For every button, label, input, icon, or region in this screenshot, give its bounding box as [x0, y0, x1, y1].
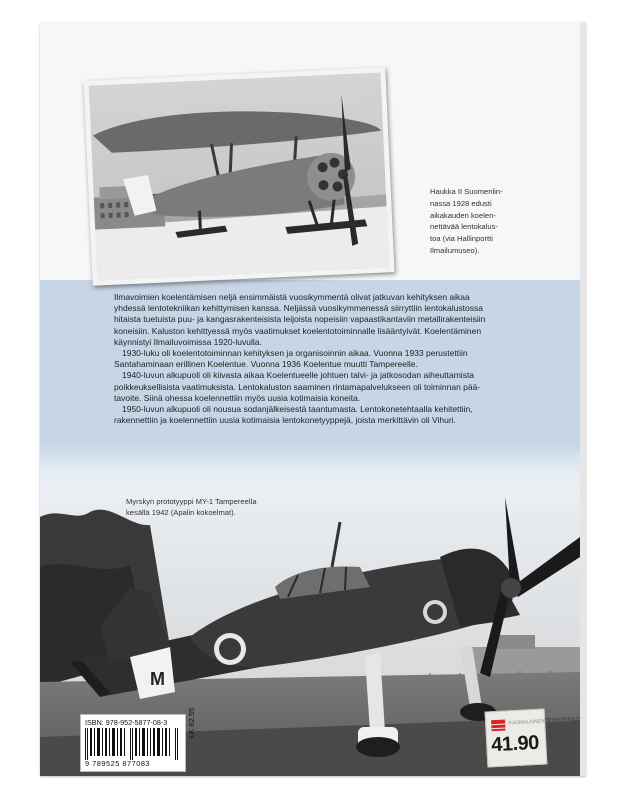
isbn-barcode — [80, 714, 186, 772]
blurb-line: 1940-luvun alkupuoli oli kiivasta aikaa Koelentueelle johtuen talvi- ja jatkosodan aiheuttamista — [122, 370, 475, 381]
caption-line: nettävää lentokalus- — [430, 222, 498, 232]
blurb-line: poikkeuksellisista vaatimuksista. Lentokaluston saaminen rintamapalvelukseen oli toiminnan pää- — [114, 381, 481, 392]
caption-line: kesällä 1942 (Apalin kokoelmat). — [126, 508, 236, 517]
book-back-cover — [40, 22, 586, 776]
top-photo-caption — [430, 186, 550, 257]
caption-line: Haukka II Suomenlin- — [430, 187, 503, 196]
caption-line: Myrskyn prototyyppi MY-1 Tampereella — [126, 497, 257, 506]
caption-line: nassa 1928 edusti — [430, 198, 492, 208]
aircraft-marking-text: M — [150, 669, 165, 689]
blurb-line: Santahaminaan erillinen Koelentue. Vuonna 1936 Koelentue muutti Tampereelle. — [114, 359, 418, 370]
blurb-line: Ilmavoimien koelentämisen neljä ensimmäistä vuosikymmentä olivat jatkuvan kehityksen aikaa — [114, 292, 470, 302]
blurb-line: rakennettiin ja koelennettiin uusia kotimaisia lentokonetyyppejä, joista merkittävin oli Vihuri. — [114, 415, 456, 426]
blurb-line: yhdessä lentotekniikan kehittymisen kanssa. Neljässä vuosikymmenessä siirryttiin lentokalustossa — [114, 303, 483, 314]
haukka-photo — [84, 67, 395, 285]
bottom-photo-caption — [126, 496, 326, 518]
store-name: SUOMALAINEN KIRJAKAUPPA — [508, 716, 581, 727]
blurb-line: käynnistyi Ilmailuvoimissa 1920-luvulla. — [114, 336, 262, 347]
blurb-line: 1930-luku oli koelentotoiminnan kehityksen ja organisoinnin aikaa. Vuonna 1933 perustettiin — [122, 348, 468, 359]
isbn-label: ISBN: 978-952-5877-08-3 — [85, 718, 168, 727]
price-value: 41.90 — [490, 731, 540, 757]
caption-line: toa (via Hallinportti — [430, 234, 493, 244]
price-sticker — [485, 708, 581, 767]
store-logo-icon — [490, 717, 507, 734]
blurb-line: tavoite. Siinä ohessa koelennettiin myös uusia kotimaisia koneita. — [114, 392, 361, 403]
blurb-line: 1950-luvun alkupuoli oli nousua sodanjälkeisestä taantumasta. Lentokonetehtaalla kehitettiin, — [122, 404, 473, 415]
blurb-line: hitaista tuetuista puu- ja kangasrakenteisista leijoista nopeisiin vapaastikantaviin metallirakenteisiin — [114, 314, 486, 325]
caption-line: Ilmailumuseo). — [430, 245, 480, 255]
blurb-text — [114, 292, 534, 426]
barcode-bars — [85, 728, 179, 760]
blurb-line: koneisiin. Kaluston kehittyessä myös vaatimukset koelentotoiminnalle lisääntyivät. Koelentäminen — [114, 325, 482, 336]
library-code: LK 62.55 — [187, 707, 196, 738]
caption-line: aikakauden koelen- — [430, 210, 496, 220]
barcode-number: 9 789525 877083 — [85, 759, 151, 768]
